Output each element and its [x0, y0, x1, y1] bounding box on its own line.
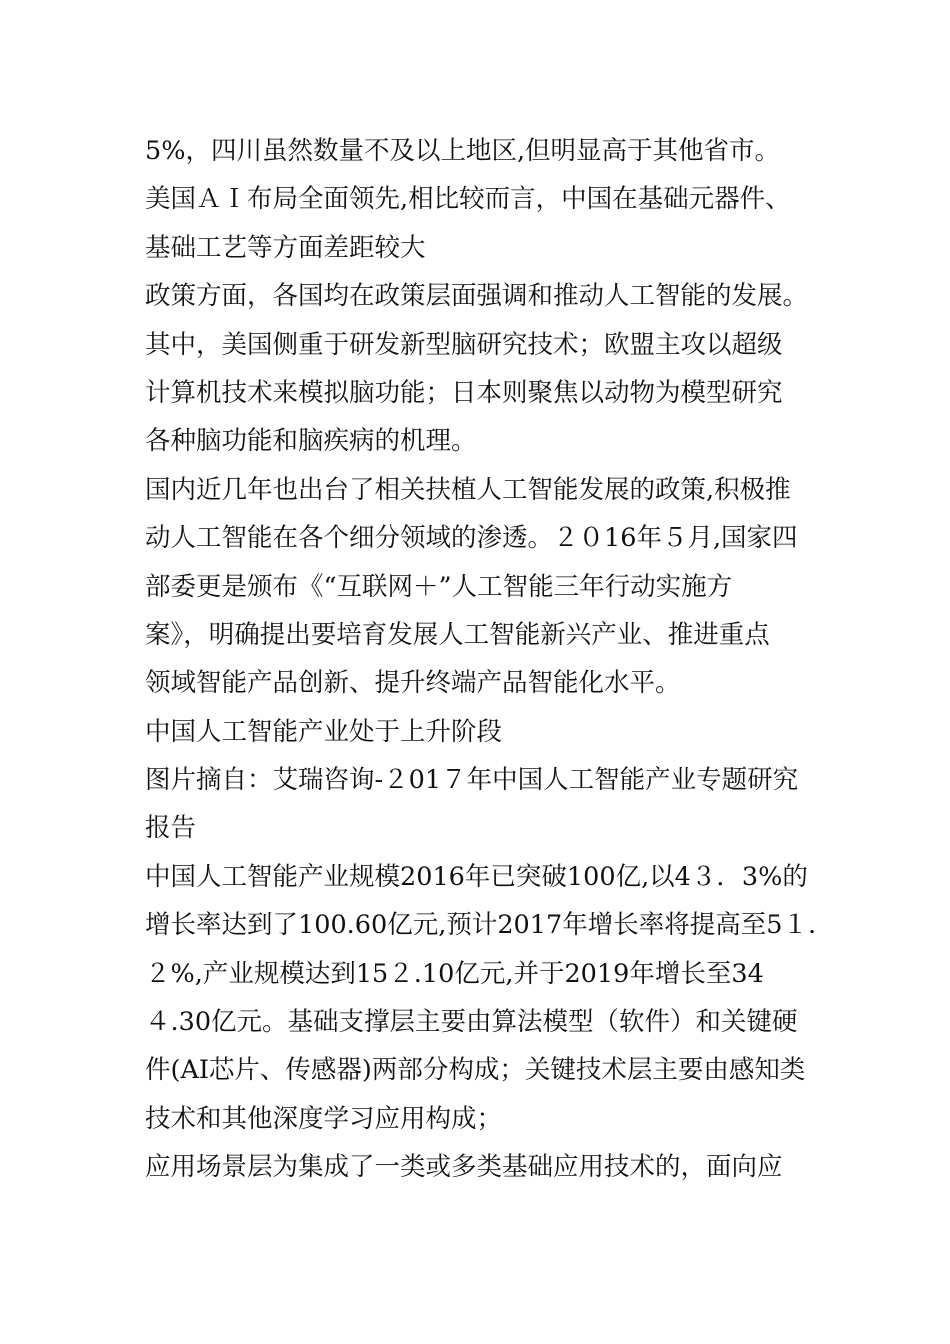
- text-line: 技术和其他深度学习应用构成；: [145, 1103, 503, 1134]
- text-line: ４.30亿元。基础支撑层主要由算法模型（软件）和关键硬: [145, 1007, 798, 1038]
- text-line: 增长率达到了100.60亿元,预计2017年增长率将提高至5１.: [145, 910, 817, 941]
- document-body-text: [145, 127, 820, 1192]
- text-line: 件(AI芯片、传感器)两部分构成；关键技术层主要由感知类: [145, 1055, 806, 1086]
- text-line: 动人工智能在各个细分领域的渗透。２０16年５月,国家四: [145, 523, 798, 554]
- text-line: 美国ＡＩ布局全面领先,相比较而言，中国在基础元器件、: [145, 184, 791, 215]
- text-line: 报告: [145, 813, 197, 844]
- text-line: 图片摘自：艾瑞咨询-２01７年中国人工智能产业专题研究: [145, 765, 799, 796]
- text-line: 5%，四川虽然数量不及以上地区,但明显高于其他省市。: [145, 136, 781, 166]
- text-line: 各种脑功能和脑疾病的机理。: [145, 426, 477, 457]
- text-line: 其中，美国侧重于研发新型脑研究技术；欧盟主攻以超级: [145, 329, 783, 360]
- text-line: 计算机技术来模拟脑功能；日本则聚焦以动物为模型研究: [145, 377, 783, 408]
- text-line: ２%,产业规模达到15２.10亿元,并于2019年增长至34: [145, 958, 764, 989]
- text-line: 部委更是颁布《“互联网＋”人工智能三年行动实施方: [145, 571, 733, 602]
- text-line: 中国人工智能产业规模2016年已突破100亿,以4３．3%的: [145, 861, 808, 892]
- text-line: 基础工艺等方面差距较大: [145, 232, 426, 263]
- text-line: 应用场景层为集成了一类或多类基础应用技术的，面向应: [145, 1152, 783, 1183]
- text-line: 中国人工智能产业处于上升阶段: [145, 716, 503, 747]
- text-line: 国内近几年也出台了相关扶植人工智能发展的政策,积极推: [145, 474, 791, 505]
- text-line: 领域智能产品创新、提升终端产品智能化水平。: [145, 668, 681, 699]
- text-line: 政策方面，各国均在政策层面强调和推动人工智能的发展。: [145, 281, 809, 312]
- text-line: 案》，明确提出要培育发展人工智能新兴产业、推进重点: [145, 619, 770, 650]
